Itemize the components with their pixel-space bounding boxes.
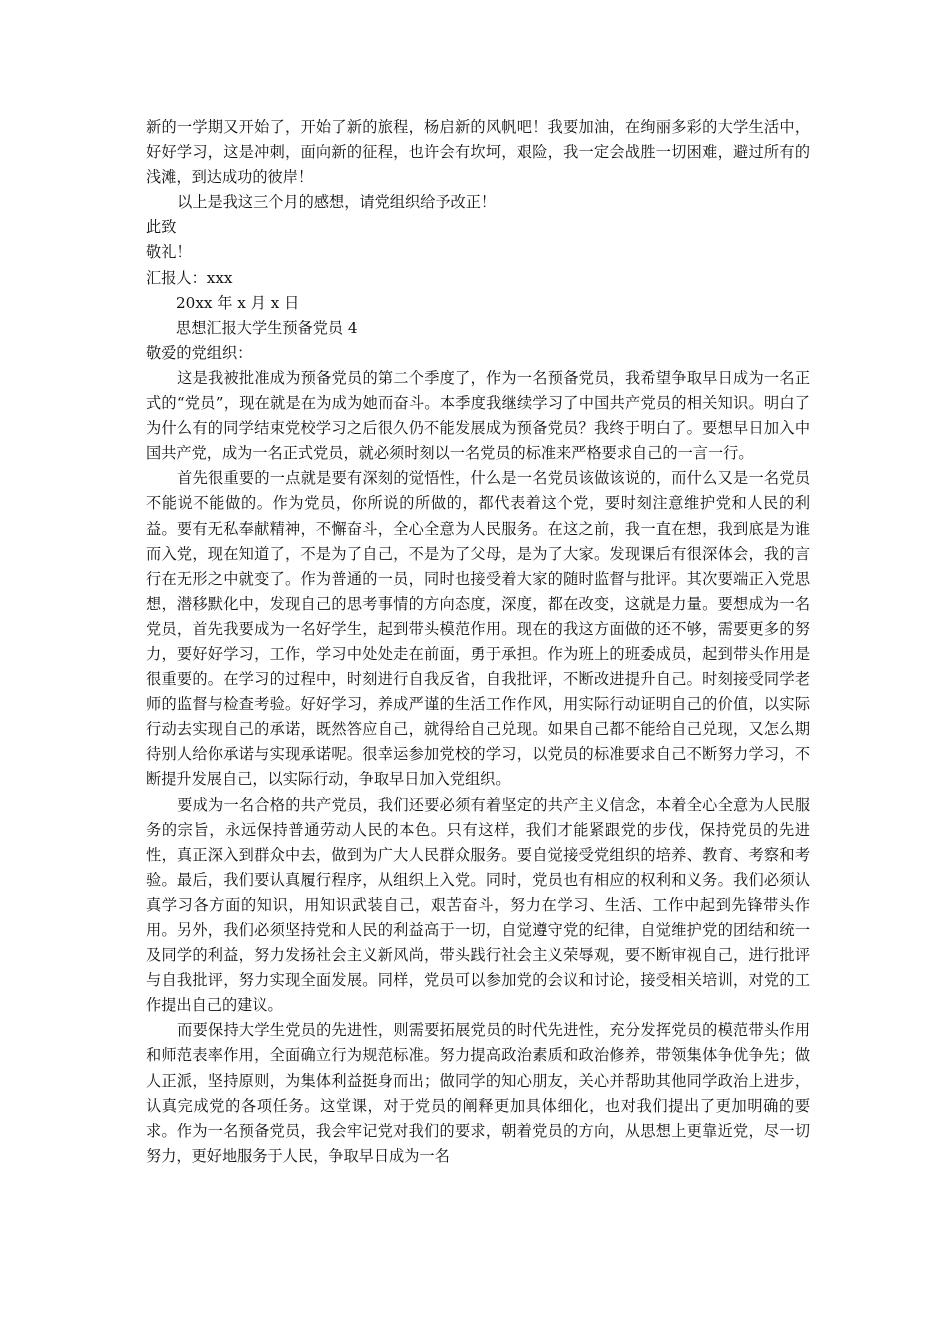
section-title: 思想汇报大学生预备党员 4	[176, 318, 358, 337]
closing-paragraph: 以上是我这三个月的感想，请党组织给予改正！	[177, 193, 497, 212]
body-paragraph-2: 首先很重要的一点就是要有深刻的觉悟性，什么是一名党员该做该说的，而什么又是一名党员不能说不能做的。作为党员，你所说的所做的，都代表着这个党，要时刻注意维护党和人民的利益。要有无私奉献精神，不懈奋斗，全心全意为人民服务。在这之前，我一直在想，我到底是为谁而入党，现在知道了，不是为了自己，不是为了父母，是为了大家。发现课后有很深体会，我的言行在无形之中就变了。作为普通的一员，同时也接受着大家的随时监督与批评。其次要端正入党思想，潜移默化中，发现自己的思考事情的方向态度，深度，都在改变，这就是力量。要想成为一名党员，首先我要成为一名好学生，起到带头模范作用。现在的我这方面做的还不够，需要更多的努力，要好好学习，工作，学习中处处走在前面，勇于承担。作为班上的班委成员，起到带头作用是很重要的。在学习的过程中，时刻进行自我反省，自我批评，不断改进提升自己。时刻接受同学老师的监督与检查考验。好好学习，养成严谨的生活工作作风，用实际行动证明自己的价值，以实际行动去实现自己的承诺，既然答应自己，就得给自己兑现。如果自己都不能给自己兑现，又怎么期待别人给你承诺与实现承诺呢。很幸运参加党校的学习，以党员的标准要求自己不断努力学习，不断提升发展自己，以实际行动，争取早日加入党组织。	[146, 469, 810, 789]
reporter-line: 汇报人：xxx	[146, 268, 233, 287]
body-paragraph-4: 而要保持大学生党员的先进性，则需要拓展党员的时代先进性，充分发挥党员的模范带头作用和师范表率作用，全面确立行为规范标准。努力提高政治素质和政治修养，带领集体争优争先；做人正派，坚持原则，为集体利益挺身而出；做同学的知心朋友，关心并帮助其他同学政治上进步，认真完成党的各项任务。这堂课，对于党员的阐释更加具体细化，也对我们提出了更加明确的要求。作为一名预备党员，我会牢记党对我们的要求，朝着党员的方向，从思想上更靠近党，尽一切努力，更好地服务于人民，争取早日成为一名	[146, 1021, 810, 1165]
document-page	[146, 115, 810, 1169]
continued-paragraph: 新的一学期又开始了，开始了新的旅程，杨启新的风帆吧！我要加油，在绚丽多彩的大学生活中，好好学习，这是冲刺，面向新的征程，也许会有坎坷，艰险，我一定会战胜一切困难，避过所有的浅滩，到达成功的彼岸！	[146, 118, 810, 187]
sign-off-salute: 敬礼！	[146, 243, 192, 262]
salutation: 敬爱的党组织：	[146, 343, 253, 362]
body-paragraph-3: 要成为一名合格的共产党员，我们还要必须有着坚定的共产主义信念，本着全心全意为人民服务的宗旨，永远保持普通劳动人民的本色。只有这样，我们才能紧跟党的步伐，保持党员的先进性，真正深入到群众中去，做到为广大人民群众服务。要自觉接受党组织的培养、教育、考察和考验。最后，我们要认真履行程序，从组织上入党。同时，党员也有相应的权利和义务。我们必须认真学习各方面的知识，用知识武装自己，艰苦奋斗，努力在学习、生活、工作中起到先锋带头作用。另外，我们必须坚持党和人民的利益高于一切，自觉遵守党的纪律，自觉维护党的团结和统一及同学的利益，努力发扬社会主义新风尚，带头践行社会主义荣辱观，要不断审视自己，进行批评与自我批评，努力实现全面发展。同样，党员可以参加党的会议和讨论，接受相关培训，对党的工作提出自己的建议。	[146, 795, 810, 1015]
body-paragraph-1: 这是我被批准成为预备党员的第二个季度了，作为一名预备党员，我希望争取早日成为一名正式的“党员”，现在就是在为成为她而奋斗。本季度我继续学习了中国共产党员的相关知识。明白了为什么有的同学结束党校学习之后很久仍不能发展成为预备党员？我终于明白了。要想早日加入中国共产党，成为一名正式党员，就必须时刻以一名党员的标准来严格要求自己的一言一行。	[146, 368, 810, 463]
sign-off-greeting: 此致	[146, 218, 177, 237]
date-line: 20xx 年 x 月 x 日	[176, 293, 300, 312]
